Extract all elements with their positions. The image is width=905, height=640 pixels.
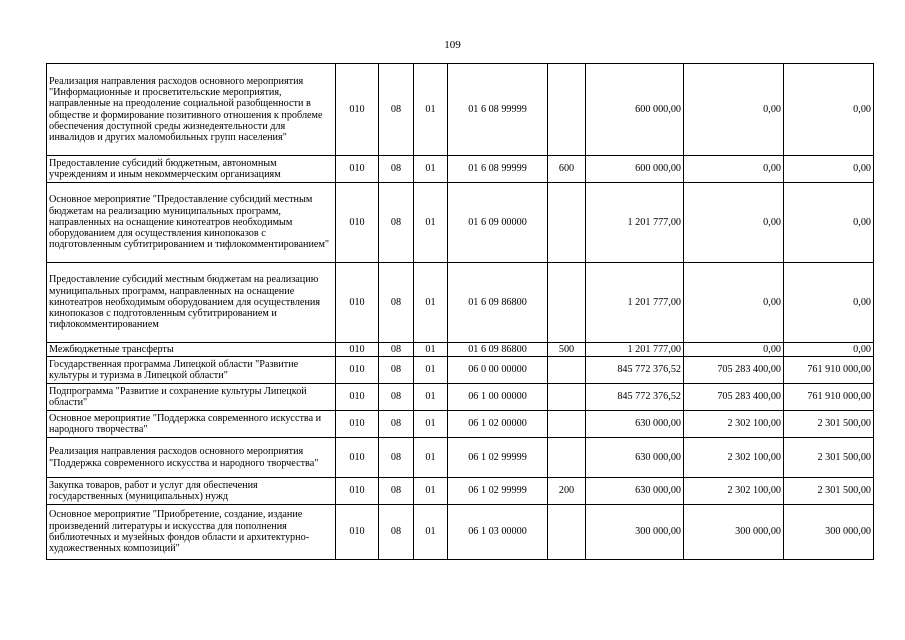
section-code-cell: 08: [379, 343, 414, 357]
section-code-cell: 08: [379, 156, 414, 183]
subsection-code-cell: 01: [414, 64, 448, 156]
row-name-cell: Государственная программа Липецкой области "Развитие культуры и туризма в Липецкой области": [47, 357, 336, 384]
amount-year2-cell: 0,00: [684, 343, 784, 357]
row-name-cell: Предоставление субсидий местным бюджетам на реализацию муниципальных программ, направленных на оснащение кинотеатров необходимым оборудованием для осуществления кинопоказов с подготовленным субтитрированием и тифлокомментированием: [47, 263, 336, 343]
expense-type-code-cell: [548, 64, 586, 156]
section-code-cell: 08: [379, 263, 414, 343]
budget-table-body: [47, 64, 874, 560]
amount-year2-cell: 705 283 400,00: [684, 384, 784, 411]
amount-year3-cell: 761 910 000,00: [784, 357, 874, 384]
table-row: [47, 343, 874, 357]
amount-year1-cell: 630 000,00: [586, 438, 684, 478]
subsection-code-cell: 01: [414, 438, 448, 478]
chapter-code-cell: 010: [336, 384, 379, 411]
row-name-cell: Реализация направления расходов основного мероприятия "Поддержка современного искусства и народного творчества": [47, 438, 336, 478]
row-name-cell: Межбюджетные трансферты: [47, 343, 336, 357]
chapter-code-cell: 010: [336, 411, 379, 438]
amount-year2-cell: 0,00: [684, 263, 784, 343]
subsection-code-cell: 01: [414, 156, 448, 183]
amount-year3-cell: 2 301 500,00: [784, 478, 874, 505]
subsection-code-cell: 01: [414, 384, 448, 411]
amount-year3-cell: 0,00: [784, 263, 874, 343]
subsection-code-cell: 01: [414, 357, 448, 384]
table-row: [47, 64, 874, 156]
amount-year2-cell: 2 302 100,00: [684, 438, 784, 478]
subsection-code-cell: 01: [414, 505, 448, 560]
target-article-code-cell: 06 1 02 00000: [448, 411, 548, 438]
target-article-code-cell: 06 1 02 99999: [448, 438, 548, 478]
target-article-code-cell: 06 1 02 99999: [448, 478, 548, 505]
amount-year1-cell: 1 201 777,00: [586, 343, 684, 357]
chapter-code-cell: 010: [336, 505, 379, 560]
expense-type-code-cell: 600: [548, 156, 586, 183]
target-article-code-cell: 01 6 08 99999: [448, 64, 548, 156]
row-name-cell: Подпрограмма "Развитие и сохранение культуры Липецкой области": [47, 384, 336, 411]
amount-year3-cell: 2 301 500,00: [784, 411, 874, 438]
chapter-code-cell: 010: [336, 357, 379, 384]
amount-year2-cell: 705 283 400,00: [684, 357, 784, 384]
amount-year1-cell: 845 772 376,52: [586, 384, 684, 411]
subsection-code-cell: 01: [414, 183, 448, 263]
row-name-cell: Основное мероприятие "Приобретение, создание, издание произведений литературы и искусства для пополнения библиотечных и музейных фондов области и архитектурно-художественных композиций": [47, 505, 336, 560]
amount-year3-cell: 0,00: [784, 183, 874, 263]
amount-year2-cell: 0,00: [684, 64, 784, 156]
section-code-cell: 08: [379, 357, 414, 384]
amount-year3-cell: 300 000,00: [784, 505, 874, 560]
expense-type-code-cell: [548, 411, 586, 438]
expense-type-code-cell: [548, 505, 586, 560]
amount-year1-cell: 630 000,00: [586, 411, 684, 438]
chapter-code-cell: 010: [336, 263, 379, 343]
table-row: [47, 263, 874, 343]
expense-type-code-cell: [548, 357, 586, 384]
amount-year2-cell: 2 302 100,00: [684, 478, 784, 505]
amount-year1-cell: 300 000,00: [586, 505, 684, 560]
budget-table: [46, 63, 874, 560]
chapter-code-cell: 010: [336, 156, 379, 183]
section-code-cell: 08: [379, 411, 414, 438]
amount-year3-cell: 0,00: [784, 64, 874, 156]
table-row: [47, 183, 874, 263]
amount-year1-cell: 600 000,00: [586, 156, 684, 183]
target-article-code-cell: 01 6 09 00000: [448, 183, 548, 263]
section-code-cell: 08: [379, 505, 414, 560]
expense-type-code-cell: 500: [548, 343, 586, 357]
amount-year2-cell: 0,00: [684, 183, 784, 263]
row-name-cell: Основное мероприятие "Поддержка современного искусства и народного творчества": [47, 411, 336, 438]
subsection-code-cell: 01: [414, 478, 448, 505]
subsection-code-cell: 01: [414, 263, 448, 343]
amount-year3-cell: 761 910 000,00: [784, 384, 874, 411]
amount-year2-cell: 300 000,00: [684, 505, 784, 560]
amount-year1-cell: 1 201 777,00: [586, 263, 684, 343]
page-number: 109: [444, 39, 461, 51]
target-article-code-cell: 01 6 09 86800: [448, 263, 548, 343]
chapter-code-cell: 010: [336, 64, 379, 156]
table-row: [47, 438, 874, 478]
chapter-code-cell: 010: [336, 343, 379, 357]
amount-year1-cell: 845 772 376,52: [586, 357, 684, 384]
amount-year3-cell: 2 301 500,00: [784, 438, 874, 478]
section-code-cell: 08: [379, 384, 414, 411]
section-code-cell: 08: [379, 478, 414, 505]
table-row: [47, 505, 874, 560]
target-article-code-cell: 01 6 09 86800: [448, 343, 548, 357]
amount-year1-cell: 1 201 777,00: [586, 183, 684, 263]
expense-type-code-cell: [548, 183, 586, 263]
amount-year1-cell: 600 000,00: [586, 64, 684, 156]
target-article-code-cell: 06 0 00 00000: [448, 357, 548, 384]
amount-year2-cell: 2 302 100,00: [684, 411, 784, 438]
row-name-cell: Основное мероприятие "Предоставление субсидий местным бюджетам на реализацию муниципальных программ, направленных на оснащение кинотеатров необходимым оборудованием для осуществления кинопоказов с подготовленным субтитрированием и тифлокомментированием": [47, 183, 336, 263]
section-code-cell: 08: [379, 64, 414, 156]
chapter-code-cell: 010: [336, 183, 379, 263]
expense-type-code-cell: [548, 438, 586, 478]
section-code-cell: 08: [379, 438, 414, 478]
subsection-code-cell: 01: [414, 411, 448, 438]
target-article-code-cell: 01 6 08 99999: [448, 156, 548, 183]
expense-type-code-cell: [548, 263, 586, 343]
table-row: [47, 357, 874, 384]
expense-type-code-cell: [548, 384, 586, 411]
amount-year1-cell: 630 000,00: [586, 478, 684, 505]
target-article-code-cell: 06 1 00 00000: [448, 384, 548, 411]
row-name-cell: Предоставление субсидий бюджетным, автономным учреждениям и иным некоммерческим организациям: [47, 156, 336, 183]
row-name-cell: Реализация направления расходов основного мероприятия "Информационные и просветительские мероприятия, направленные на преодоление социальной разобщенности в обществе и формирование позитивного отношения к проблеме обеспечения доступной среды жизнедеятельности для инвалидов и других маломобильных групп населения": [47, 64, 336, 156]
row-name-cell: Закупка товаров, работ и услуг для обеспечения государственных (муниципальных) нужд: [47, 478, 336, 505]
amount-year2-cell: 0,00: [684, 156, 784, 183]
expense-type-code-cell: 200: [548, 478, 586, 505]
chapter-code-cell: 010: [336, 438, 379, 478]
amount-year3-cell: 0,00: [784, 343, 874, 357]
subsection-code-cell: 01: [414, 343, 448, 357]
table-row: [47, 478, 874, 505]
table-row: [47, 411, 874, 438]
chapter-code-cell: 010: [336, 478, 379, 505]
section-code-cell: 08: [379, 183, 414, 263]
amount-year3-cell: 0,00: [784, 156, 874, 183]
target-article-code-cell: 06 1 03 00000: [448, 505, 548, 560]
table-row: [47, 384, 874, 411]
table-row: [47, 156, 874, 183]
